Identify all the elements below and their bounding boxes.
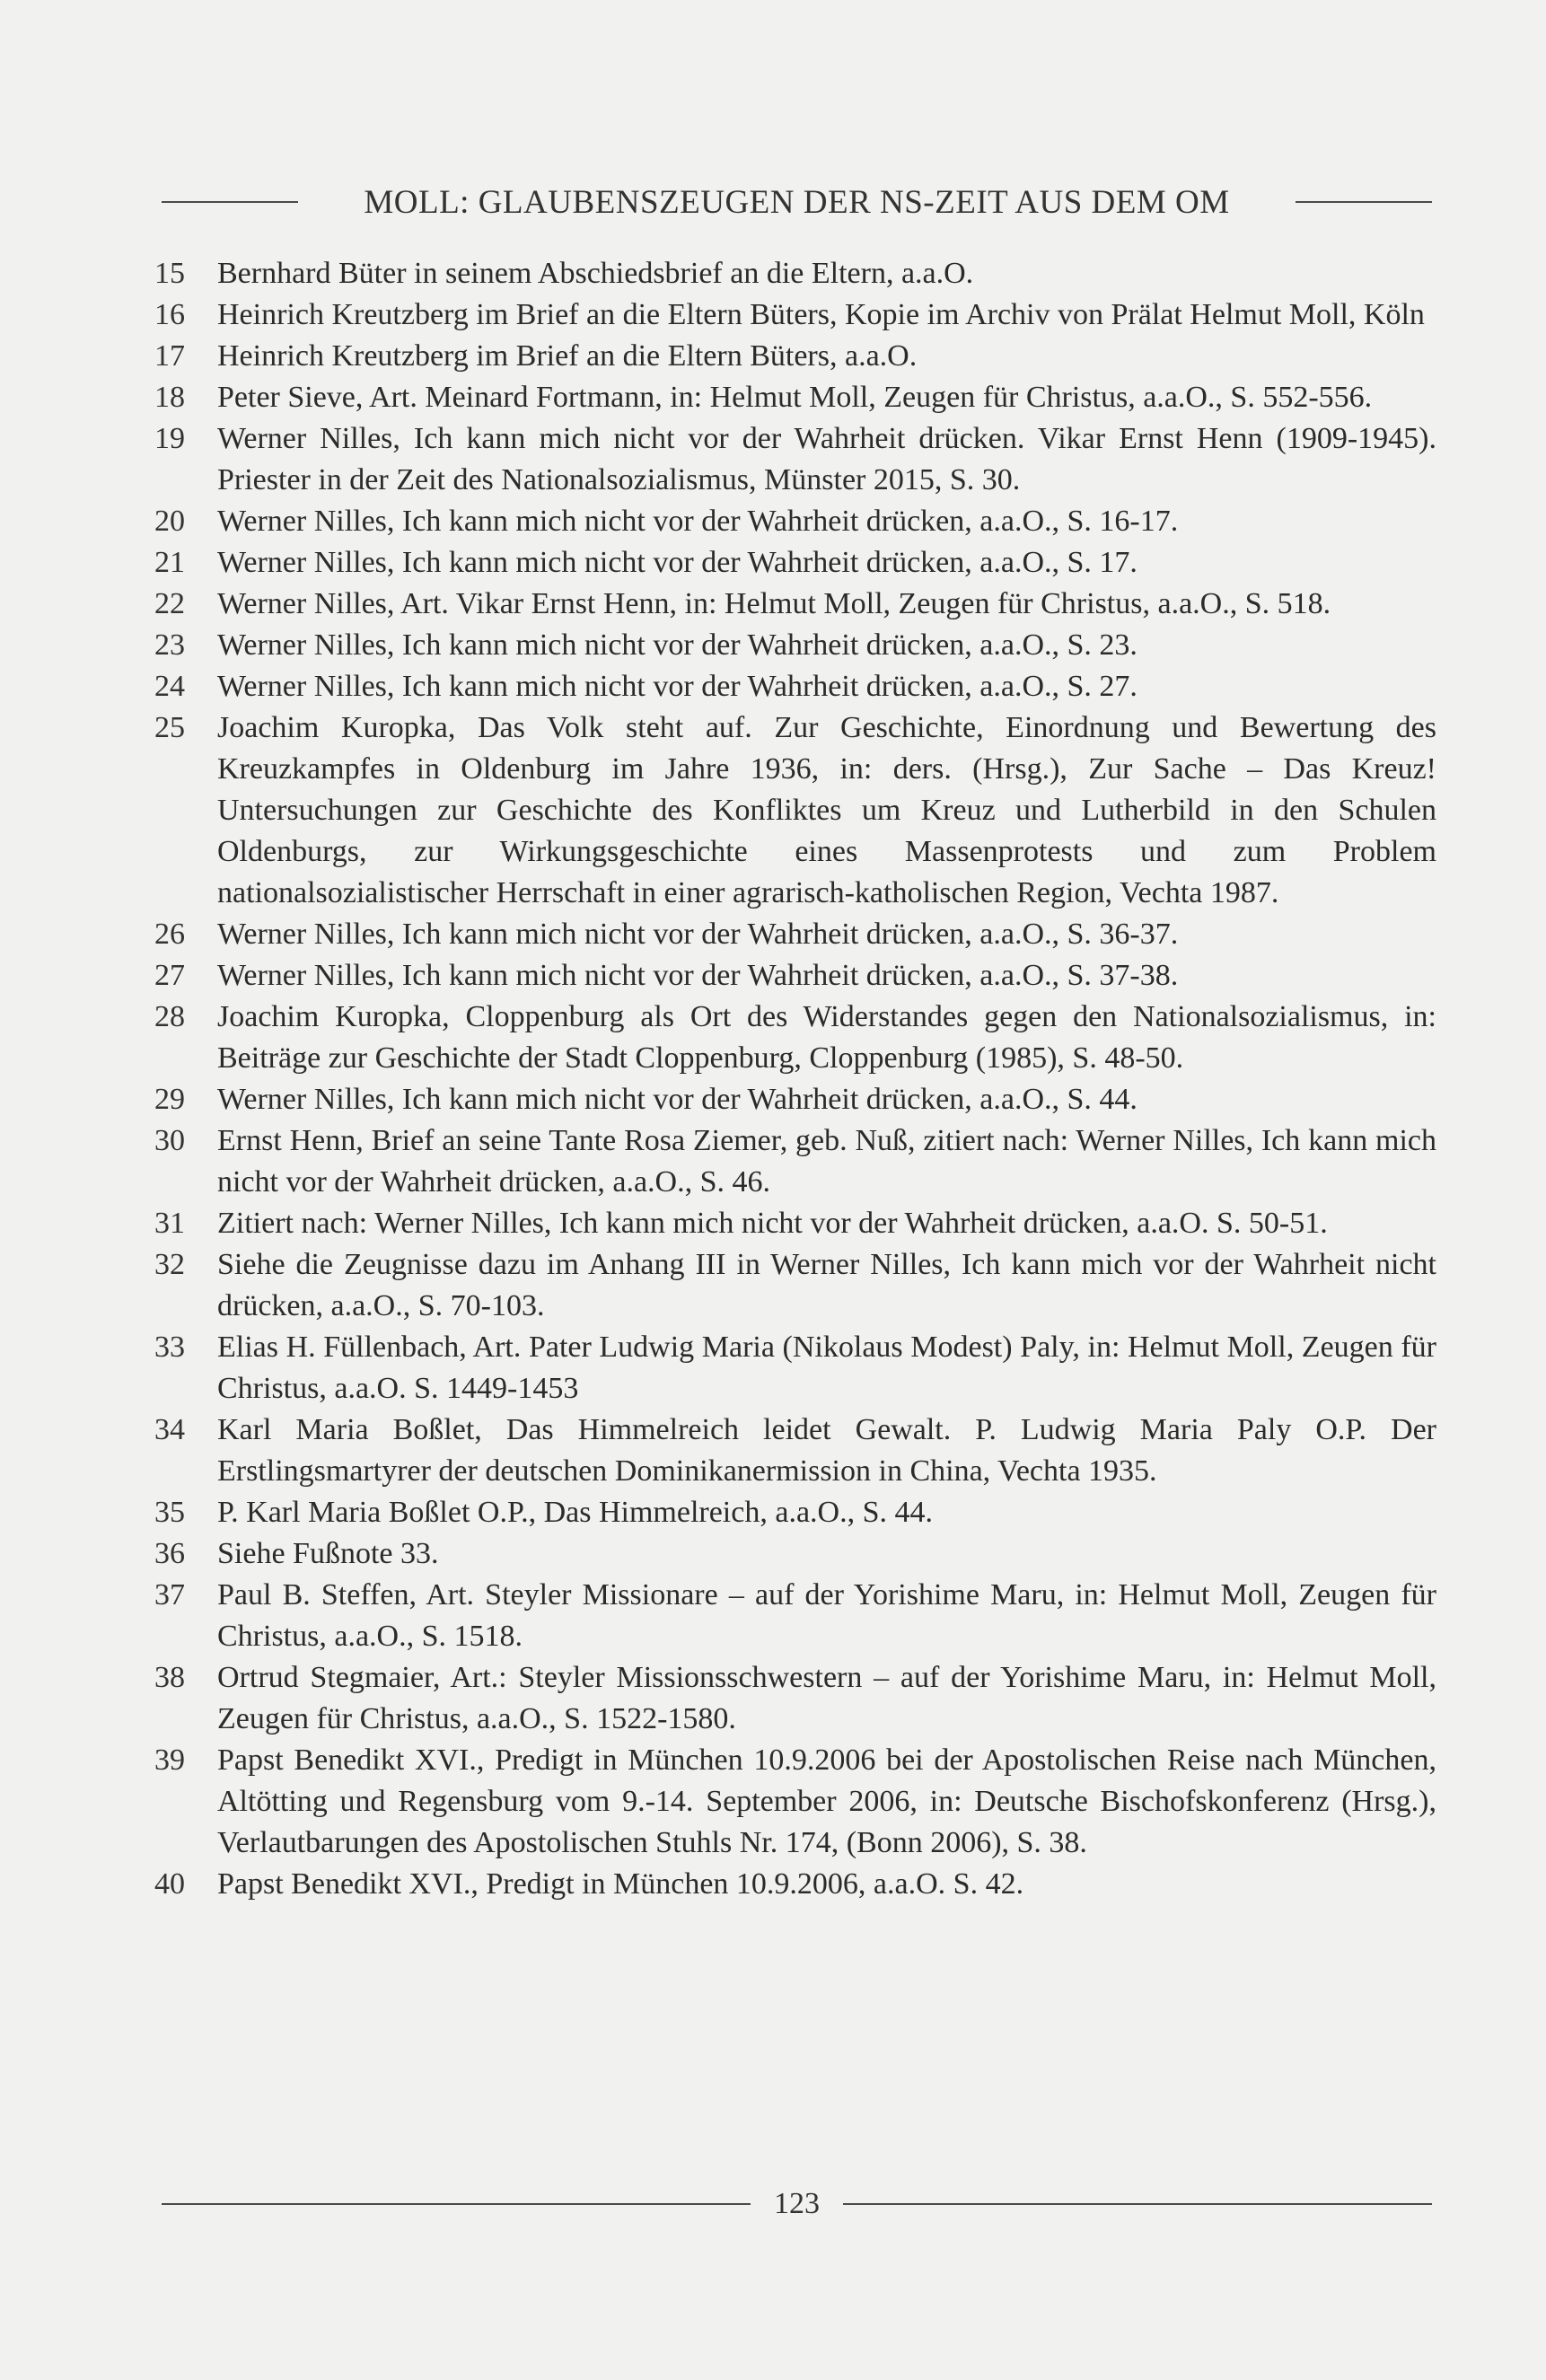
footnote-text: Joachim Kuropka, Das Volk steht auf. Zur Geschichte, Einordnung und Bewertung des Kreuzkampfes in Oldenburg im Jahre 1936, in: ders. (Hrsg.), Zur Sache – Das Kreuz! Untersuchungen zur Geschichte des Konfliktes um Kreuz und Lutherbild in den Schulen Oldenburgs, zur Wirkungsgeschichte eines Massenprotests und zum Problem nationalsozialistischer Herrschaft in einer agrarisch-katholischen Region, Vechta 1987. xyxy=(217,711,1436,909)
header-rule-left xyxy=(162,201,298,203)
footnote-item xyxy=(154,997,1436,1079)
footnote-number: 39 xyxy=(154,1743,185,1777)
footnote-item xyxy=(154,501,1436,542)
footnote-item xyxy=(154,253,1436,294)
footnote-item xyxy=(154,1740,1436,1864)
footer-rule-left xyxy=(162,2203,751,2205)
footnote-number: 27 xyxy=(154,959,185,992)
footnote-text: Ortrud Stegmaier, Art.: Steyler Missionsschwestern – auf der Yorishime Maru, in: Helmut Moll, Zeugen für Christus, a.a.O., S. 1522-1580. xyxy=(217,1661,1436,1735)
footnote-text: Elias H. Füllenbach, Art. Pater Ludwig Maria (Nikolaus Modest) Paly, in: Helmut Moll, Zeugen für Christus, a.a.O. S. 1449-1453 xyxy=(217,1331,1436,1405)
footnote-text: Heinrich Kreutzberg im Brief an die Eltern Büters, a.a.O. xyxy=(217,339,918,373)
footnote-text: Werner Nilles, Ich kann mich nicht vor der Wahrheit drücken, a.a.O., S. 16-17. xyxy=(217,505,1179,538)
footnote-text: Papst Benedikt XVI., Predigt in München 10.9.2006 bei der Apostolischen Reise nach München, Altötting und Regensburg vom 9.-14. September 2006, in: Deutsche Bischofskonferenz (Hrsg.), Verlautbarungen des Apostolischen Stuhls Nr. 174, (Bonn 2006), S. 38. xyxy=(217,1743,1436,1859)
footnote-text: P. Karl Maria Boßlet O.P., Das Himmelreich, a.a.O., S. 44. xyxy=(217,1496,933,1529)
footnote-item xyxy=(154,1079,1436,1120)
footnote-number: 38 xyxy=(154,1661,185,1694)
footnote-number: 18 xyxy=(154,381,185,414)
footnote-number: 30 xyxy=(154,1124,185,1157)
footnote-number: 16 xyxy=(154,298,185,331)
footnote-text: Papst Benedikt XVI., Predigt in München 10.9.2006, a.a.O. S. 42. xyxy=(217,1867,1024,1901)
footnote-number: 19 xyxy=(154,422,185,455)
footnote-text: Peter Sieve, Art. Meinard Fortmann, in: Helmut Moll, Zeugen für Christus, a.a.O., S. 552-556. xyxy=(217,381,1373,414)
footnote-item xyxy=(154,1203,1436,1244)
footnote-text: Werner Nilles, Ich kann mich nicht vor der Wahrheit drücken, a.a.O., S. 17. xyxy=(217,546,1138,579)
footnote-number: 25 xyxy=(154,711,185,744)
footnote-text: Joachim Kuropka, Cloppenburg als Ort des Widerstandes gegen den Nationalsozialismus, in: Beiträge zur Geschichte der Stadt Cloppenburg, Cloppenburg (1985), S. 48-50. xyxy=(217,1000,1436,1075)
footnote-number: 32 xyxy=(154,1248,185,1281)
footnote-item xyxy=(154,707,1436,914)
footnote-item xyxy=(154,1657,1436,1740)
footnote-text: Ernst Henn, Brief an seine Tante Rosa Ziemer, geb. Nuß, zitiert nach: Werner Nilles, Ich kann mich nicht vor der Wahrheit drücken, a.a.O., S. 46. xyxy=(217,1124,1436,1199)
footnote-text: Werner Nilles, Ich kann mich nicht vor der Wahrheit drücken, a.a.O., S. 27. xyxy=(217,670,1138,703)
footnote-text: Werner Nilles, Ich kann mich nicht vor der Wahrheit drücken, a.a.O., S. 36-37. xyxy=(217,918,1179,951)
footnote-item xyxy=(154,955,1436,997)
footnote-list xyxy=(154,253,1436,1905)
header-rule-right xyxy=(1296,201,1432,203)
footnote-item xyxy=(154,294,1436,336)
footnote-item xyxy=(154,1533,1436,1575)
footnote-item xyxy=(154,418,1436,501)
footnote-number: 40 xyxy=(154,1867,185,1901)
running-header-title: MOLL: GLAUBENSZEUGEN DER NS-ZEIT AUS DEM OM xyxy=(364,183,1230,221)
footnote-item xyxy=(154,1492,1436,1533)
footnote-number: 20 xyxy=(154,505,185,538)
footnote-number: 36 xyxy=(154,1537,185,1570)
footnote-number: 31 xyxy=(154,1207,185,1240)
footnote-number: 21 xyxy=(154,546,185,579)
footnote-text: Karl Maria Boßlet, Das Himmelreich leidet Gewalt. P. Ludwig Maria Paly O.P. Der Erstlingsmartyrer der deutschen Dominikanermission in China, Vechta 1935. xyxy=(217,1413,1436,1488)
footnote-number: 15 xyxy=(154,257,185,290)
footnote-item xyxy=(154,1575,1436,1657)
footnote-text: Werner Nilles, Ich kann mich nicht vor der Wahrheit drücken, a.a.O., S. 44. xyxy=(217,1083,1138,1116)
running-header xyxy=(162,180,1432,224)
footnote-text: Werner Nilles, Art. Vikar Ernst Henn, in: Helmut Moll, Zeugen für Christus, a.a.O., S. 518. xyxy=(217,587,1331,620)
footnote-number: 37 xyxy=(154,1578,185,1612)
footnote-item xyxy=(154,584,1436,625)
footnote-item xyxy=(154,542,1436,584)
footnote-item xyxy=(154,336,1436,377)
footnote-number: 23 xyxy=(154,628,185,662)
footnote-item xyxy=(154,625,1436,666)
footnote-number: 33 xyxy=(154,1331,185,1364)
footnote-text: Zitiert nach: Werner Nilles, Ich kann mich nicht vor der Wahrheit drücken, a.a.O. S. 50-51. xyxy=(217,1207,1328,1240)
footnote-number: 22 xyxy=(154,587,185,620)
footnote-item xyxy=(154,1120,1436,1203)
footnote-item xyxy=(154,1244,1436,1327)
footnote-number: 34 xyxy=(154,1413,185,1446)
footnote-text: Werner Nilles, Ich kann mich nicht vor der Wahrheit drücken, a.a.O., S. 37-38. xyxy=(217,959,1179,992)
footnote-text: Heinrich Kreutzberg im Brief an die Eltern Büters, Kopie im Archiv von Prälat Helmut Moll, Köln xyxy=(217,298,1425,331)
footnote-number: 28 xyxy=(154,1000,185,1033)
footnote-number: 17 xyxy=(154,339,185,373)
footnote-item xyxy=(154,1864,1436,1905)
footnote-item xyxy=(154,1327,1436,1410)
footnote-text: Bernhard Büter in seinem Abschiedsbrief an die Eltern, a.a.O. xyxy=(217,257,974,290)
footnote-text: Paul B. Steffen, Art. Steyler Missionare – auf der Yorishime Maru, in: Helmut Moll, Zeugen für Christus, a.a.O., S. 1518. xyxy=(217,1578,1436,1653)
footnote-number: 35 xyxy=(154,1496,185,1529)
footnote-number: 26 xyxy=(154,918,185,951)
footnote-text: Siehe Fußnote 33. xyxy=(217,1537,439,1570)
page-footer xyxy=(162,2182,1432,2226)
footnote-item xyxy=(154,666,1436,707)
footnote-item xyxy=(154,914,1436,955)
footnote-text: Werner Nilles, Ich kann mich nicht vor der Wahrheit drücken. Vikar Ernst Henn (1909-1945). Priester in der Zeit des Nationalsozialismus, Münster 2015, S. 30. xyxy=(217,422,1436,496)
page-number: 123 xyxy=(774,2187,820,2220)
footnote-item xyxy=(154,1410,1436,1492)
footnote-number: 24 xyxy=(154,670,185,703)
footnote-item xyxy=(154,377,1436,418)
footnote-text: Siehe die Zeugnisse dazu im Anhang III in Werner Nilles, Ich kann mich vor der Wahrheit nicht drücken, a.a.O., S. 70-103. xyxy=(217,1248,1436,1322)
footnote-number: 29 xyxy=(154,1083,185,1116)
footnote-text: Werner Nilles, Ich kann mich nicht vor der Wahrheit drücken, a.a.O., S. 23. xyxy=(217,628,1138,662)
footer-rule-right xyxy=(843,2203,1432,2205)
